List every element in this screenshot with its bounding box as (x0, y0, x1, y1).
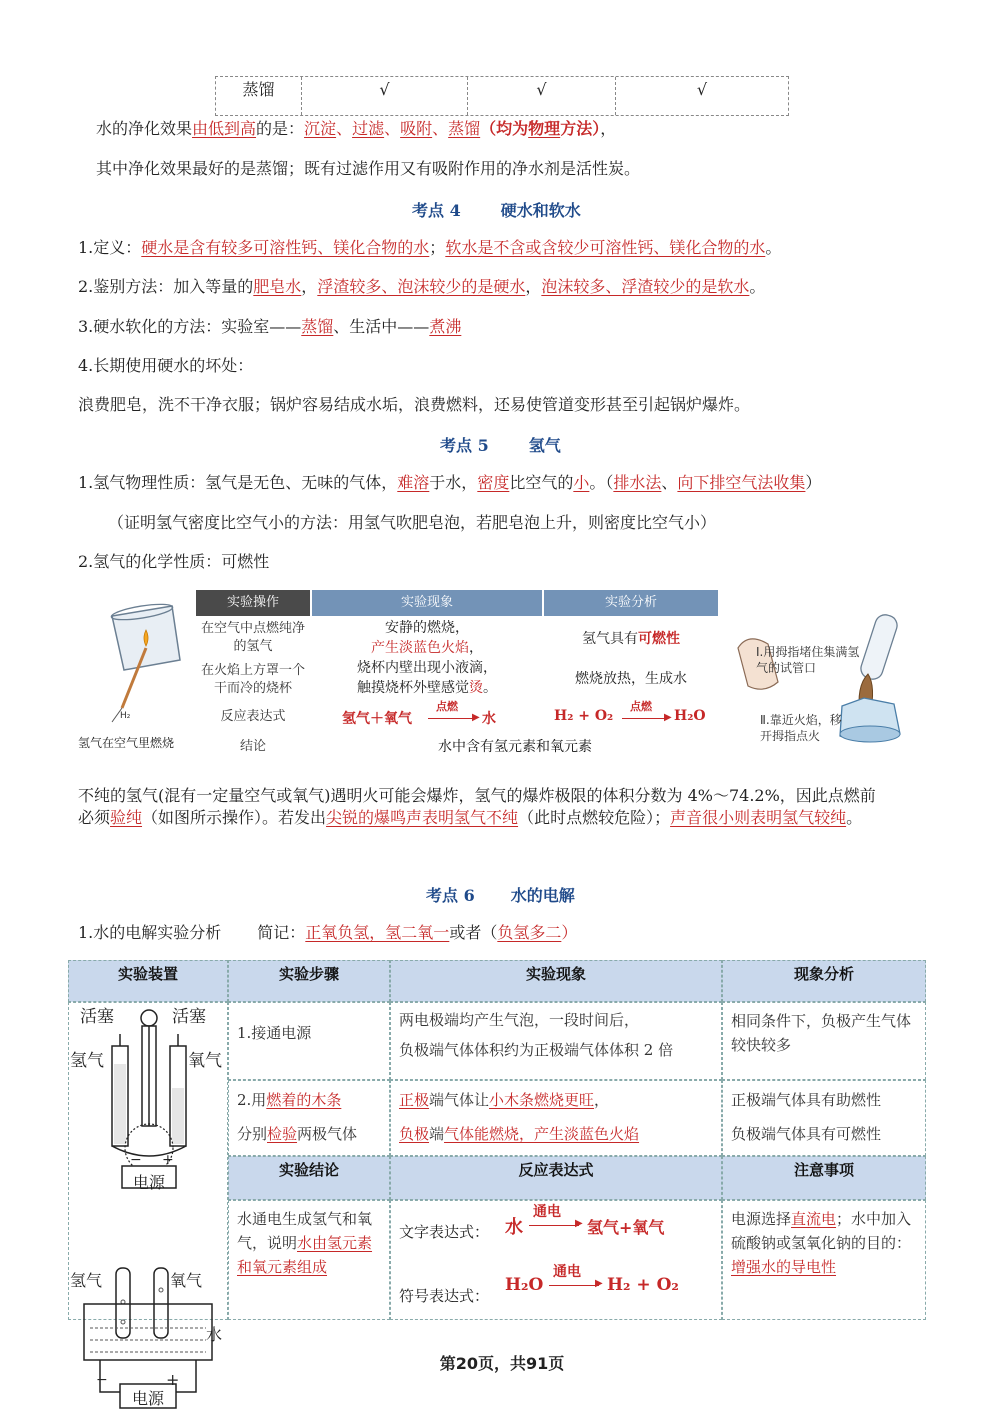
purify-line-2: 其中净化效果最好的是蒸馏；既有过滤作用又有吸附作用的净水剂是活性炭。 (96, 159, 641, 178)
distill-check-1: √ (302, 77, 468, 115)
kp5-impure-line-1: 不纯的氢气(混有一定量空气或氧气)遇明火可能会爆炸，氢气的爆炸极限的体积分数为 4%～74.2%，因此点燃前 (78, 786, 876, 805)
gas-label-hydrogen: 氢气 (70, 1051, 104, 1071)
analysis-heat: 燃烧放热，生成水 (575, 671, 687, 687)
electrode-plus-2: + (166, 1370, 180, 1389)
word-equation-right: 氢气+氧气 (587, 1218, 665, 1237)
arrow-head-icon: ▶ (575, 1218, 583, 1229)
etable-step-1: 1.接通电源 (228, 1002, 390, 1080)
valve-label-left: 活塞 (80, 1007, 114, 1027)
etable-header-steps: 实验步骤 (228, 960, 390, 1002)
symbol-equation-condition: 通电 (553, 1264, 581, 1280)
power-supply-label-2: 电源 (131, 1389, 164, 1408)
etable-conclusion: 水通电生成氢气和氧气，说明水由氢元素和氧元素组成 (228, 1200, 390, 1320)
phenomenon-text: 安静的燃烧， 产生淡蓝色火焰， 烧杯内壁出现小液滴， 触摸烧杯外壁感觉烫。 (357, 620, 497, 696)
valve-label-right: 活塞 (172, 1007, 206, 1027)
symbol-equation-label: 符号表达式： (399, 1287, 490, 1305)
hydrogen-burning-caption: 氢气在空气里燃烧 (78, 736, 175, 750)
arrow-head-icon: ▶ (595, 1278, 603, 1289)
hydrogen-burning-figure (72, 598, 196, 753)
kp4-harm-text: 浪费肥皂，洗不干净衣服；锅炉容易结成水垢，浪费燃料，还易使管道变形甚至引起锅炉爆炸。 (78, 395, 751, 414)
kp6-mnemonic: 1.水的电解实验分析 简记：正氧负氢，氢二氧一或者（负氢多二） (78, 923, 578, 942)
etable-notes: 电源选择直流电；水中加入硫酸钠或氢氧化钠的目的：增强水的导电性 (722, 1200, 926, 1320)
etable-phenomenon-2: 正极端气体让小木条燃烧更旺， 负极端气体能燃烧，产生淡蓝色火焰 (390, 1080, 722, 1156)
table-conclusion: 水中含有氢元素和氧元素 (438, 739, 592, 755)
word-equation: 氢气＋氧气 点燃 ▶ 水 (342, 700, 496, 727)
electrode-minus-2: − (96, 1372, 108, 1388)
purify-line-1: 水的净化效果由低到高的是：沉淀、过滤、吸附、蒸馏（均为物理方法）， (96, 119, 617, 138)
gas-label-oxygen: 氧气 (188, 1051, 222, 1071)
etable-analysis-2: 正极端气体具有助燃性 负极端气体具有可燃性 (722, 1080, 926, 1156)
etable-header-equation: 反应表达式 (390, 1156, 722, 1200)
hofmann-apparatus-icon (70, 1006, 228, 1196)
symbol-equation: H₂ + O₂ 点燃 ▶ H₂O (554, 700, 706, 724)
table-header-operation: 实验操作 (196, 590, 310, 616)
kp5-impure-line-2: 必须验纯（如图所示操作）。若发出尖锐的爆鸣声表明氢气不纯（此时点燃较危险）；声音很小则表明氢气较纯。 (78, 808, 863, 827)
table-header-analysis: 实验分析 (544, 590, 718, 616)
analysis-combustible: 氢气具有可燃性 (582, 631, 680, 647)
electrode-minus: − (130, 1152, 142, 1168)
word-equation-label: 文字表达式： (399, 1223, 490, 1241)
purity-step-1: Ⅰ.用拇指堵住集满氢气的试管口 (756, 645, 860, 675)
water-label: 水 (206, 1325, 223, 1344)
operation-ignite: 在空气中点燃纯净的氢气 (200, 621, 305, 654)
etable-phenomenon-1: 两电极端均产生气泡，一段时间后， 负极端气体体积约为正极端气体体积 2 倍 (390, 1002, 722, 1080)
etable-header-analysis: 现象分析 (722, 960, 926, 1002)
etable-equations (390, 1200, 722, 1320)
page-number: 第20页，共91页 (439, 1354, 565, 1373)
etable-analysis-1: 相同条件下，负极产生气体较快较多 (722, 1002, 926, 1080)
kp4-definition: 1.定义：硬水是含有较多可溶性钙、镁化合物的水；软水是不含或含较少可溶性钙、镁化合物的水。 (78, 238, 782, 257)
kp4-harm-title: 4.长期使用硬水的坏处： (78, 356, 254, 375)
etable-header-conclusion: 实验结论 (228, 1156, 390, 1200)
arrow-head-icon: ▶ (472, 712, 480, 723)
operation-equation-label: 反应表达式 (220, 709, 286, 724)
hofmann-apparatus-figure (70, 1006, 228, 1196)
symbol-equation-left: H₂O (505, 1275, 544, 1295)
arrow-line (428, 718, 474, 719)
hydrogen-experiment-table (196, 590, 718, 766)
electrode-plus: + (162, 1152, 174, 1168)
etable-header-phenomenon: 实验现象 (390, 960, 722, 1002)
kp5-heading: 考点 5 氢气 (440, 436, 561, 455)
gas-label-oxygen-2: 氧气 (170, 1271, 203, 1290)
etable-header-notes: 注意事项 (722, 1156, 926, 1200)
symbol-equation-right: H₂ + O₂ (607, 1275, 679, 1295)
table-header-phenomenon: 实验现象 (312, 590, 542, 616)
kp5-density-proof: （证明氢气密度比空气小的方法：用氢气吹肥皂泡，若肥皂泡上升，则密度比空气小） (108, 513, 717, 532)
hydrogen-burning-icon (72, 598, 196, 728)
distill-table-row (215, 76, 789, 116)
distill-check-3: √ (696, 80, 708, 99)
purity-test-figure (730, 594, 926, 754)
purity-step-2: Ⅱ.靠近火焰，移开拇指点火 (760, 713, 842, 743)
word-equation-condition: 通电 (533, 1204, 561, 1220)
kp5-chemical: 2.氢气的化学性质：可燃性 (78, 552, 270, 571)
etable-header-apparatus: 实验装置 (68, 960, 228, 1002)
distill-check-2: √ (468, 77, 616, 115)
kp5-physical: 1.氢气物理性质：氢气是无色、无味的气体，难溶于水，密度比空气的小。（排水法、向下排空气法收集） (78, 473, 822, 492)
kp4-identify: 2.鉴别方法：加入等量的肥皂水，浮渣较多、泡沫较少的是硬水，泡沫较多、浮渣较少的是软水。 (78, 277, 766, 296)
power-supply-label: 电源 (132, 1173, 165, 1192)
svg-text:H₂: H₂ (120, 711, 131, 721)
kp4-heading: 考点 4 硬水和软水 (412, 201, 581, 220)
gas-label-hydrogen-2: 氢气 (70, 1271, 103, 1290)
simple-electrolysis-figure (70, 1262, 228, 1412)
kp6-heading: 考点 6 水的电解 (426, 886, 575, 905)
word-equation-left: 水 (505, 1217, 523, 1238)
operation-conclusion-label: 结论 (239, 739, 266, 754)
operation-beaker: 在火焰上方罩一个干而冷的烧杯 (200, 663, 305, 696)
etable-step-2: 2.用燃着的木条 分别检验两极气体 (228, 1080, 390, 1156)
arrow-head-icon: ▶ (664, 712, 672, 723)
kp4-soften: 3.硬水软化的方法：实验室——蒸馏、生活中——煮沸 (78, 317, 462, 336)
distill-label: 蒸馏 (216, 77, 302, 115)
